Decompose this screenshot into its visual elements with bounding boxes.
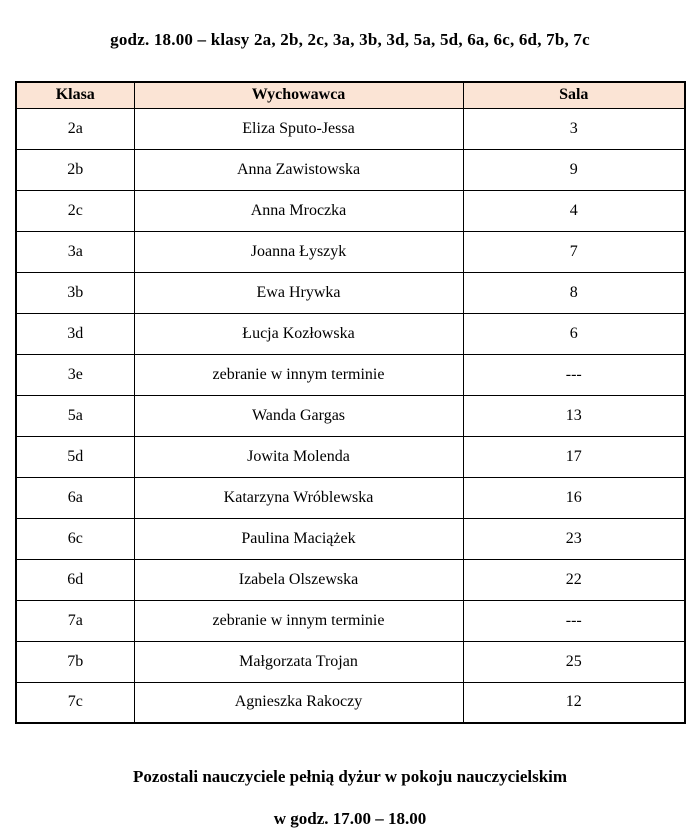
table-row: [16, 272, 685, 313]
cell-klasa: 2a: [16, 108, 134, 149]
cell-klasa: 2c: [16, 190, 134, 231]
footer-note-line1: Pozostali nauczyciele pełnią dyżur w pokoju nauczycielskim: [132, 767, 568, 786]
table-row: [16, 559, 685, 600]
cell-klasa: 3e: [16, 354, 134, 395]
table-row: [16, 477, 685, 518]
footer-note-line2: w godz. 17.00 – 18.00: [273, 809, 427, 828]
cell-wychowawca: Małgorzata Trojan: [134, 641, 463, 682]
cell-wychowawca: Anna Zawistowska: [134, 149, 463, 190]
column-header-sala: Sala: [463, 82, 685, 108]
cell-klasa: 7c: [16, 682, 134, 723]
cell-wychowawca: zebranie w innym terminie: [134, 354, 463, 395]
cell-wychowawca: Joanna Łyszyk: [134, 231, 463, 272]
table-row: [16, 231, 685, 272]
table-row: [16, 600, 685, 641]
cell-wychowawca: Katarzyna Wróblewska: [134, 477, 463, 518]
cell-wychowawca: Jowita Molenda: [134, 436, 463, 477]
cell-sala: 25: [463, 641, 685, 682]
cell-klasa: 6a: [16, 477, 134, 518]
cell-klasa: 6d: [16, 559, 134, 600]
cell-wychowawca: Ewa Hrywka: [134, 272, 463, 313]
table-row: [16, 354, 685, 395]
cell-wychowawca: Łucja Kozłowska: [134, 313, 463, 354]
cell-wychowawca: Paulina Maciążek: [134, 518, 463, 559]
cell-sala: 6: [463, 313, 685, 354]
cell-sala: 8: [463, 272, 685, 313]
cell-wychowawca: Anna Mroczka: [134, 190, 463, 231]
cell-klasa: 7a: [16, 600, 134, 641]
cell-klasa: 2b: [16, 149, 134, 190]
table-row: [16, 518, 685, 559]
table-row: [16, 313, 685, 354]
cell-sala: ---: [463, 600, 685, 641]
cell-sala: 7: [463, 231, 685, 272]
table-header-row: [16, 82, 685, 108]
cell-klasa: 5d: [16, 436, 134, 477]
schedule-table: [15, 81, 686, 724]
table-row: [16, 641, 685, 682]
table-row: [16, 108, 685, 149]
column-header-wychowawca: Wychowawca: [134, 82, 463, 108]
cell-sala: 13: [463, 395, 685, 436]
cell-klasa: 3b: [16, 272, 134, 313]
cell-klasa: 3d: [16, 313, 134, 354]
column-header-klasa: Klasa: [16, 82, 134, 108]
cell-sala: 4: [463, 190, 685, 231]
cell-wychowawca: Agnieszka Rakoczy: [134, 682, 463, 723]
cell-klasa: 5a: [16, 395, 134, 436]
cell-klasa: 7b: [16, 641, 134, 682]
table-row: [16, 436, 685, 477]
cell-sala: ---: [463, 354, 685, 395]
cell-klasa: 6c: [16, 518, 134, 559]
cell-wychowawca: zebranie w innym terminie: [134, 600, 463, 641]
cell-sala: 9: [463, 149, 685, 190]
table-row: [16, 149, 685, 190]
cell-sala: 22: [463, 559, 685, 600]
cell-sala: 12: [463, 682, 685, 723]
table-row: [16, 395, 685, 436]
cell-sala: 17: [463, 436, 685, 477]
cell-wychowawca: Eliza Sputo-Jessa: [134, 108, 463, 149]
cell-sala: 16: [463, 477, 685, 518]
cell-wychowawca: Izabela Olszewska: [134, 559, 463, 600]
page-title: godz. 18.00 – klasy 2a, 2b, 2c, 3a, 3b, 3d, 5a, 5d, 6a, 6c, 6d, 7b, 7c: [110, 30, 590, 49]
cell-klasa: 3a: [16, 231, 134, 272]
table-row: [16, 190, 685, 231]
cell-sala: 23: [463, 518, 685, 559]
cell-sala: 3: [463, 108, 685, 149]
table-row: [16, 682, 685, 723]
cell-wychowawca: Wanda Gargas: [134, 395, 463, 436]
